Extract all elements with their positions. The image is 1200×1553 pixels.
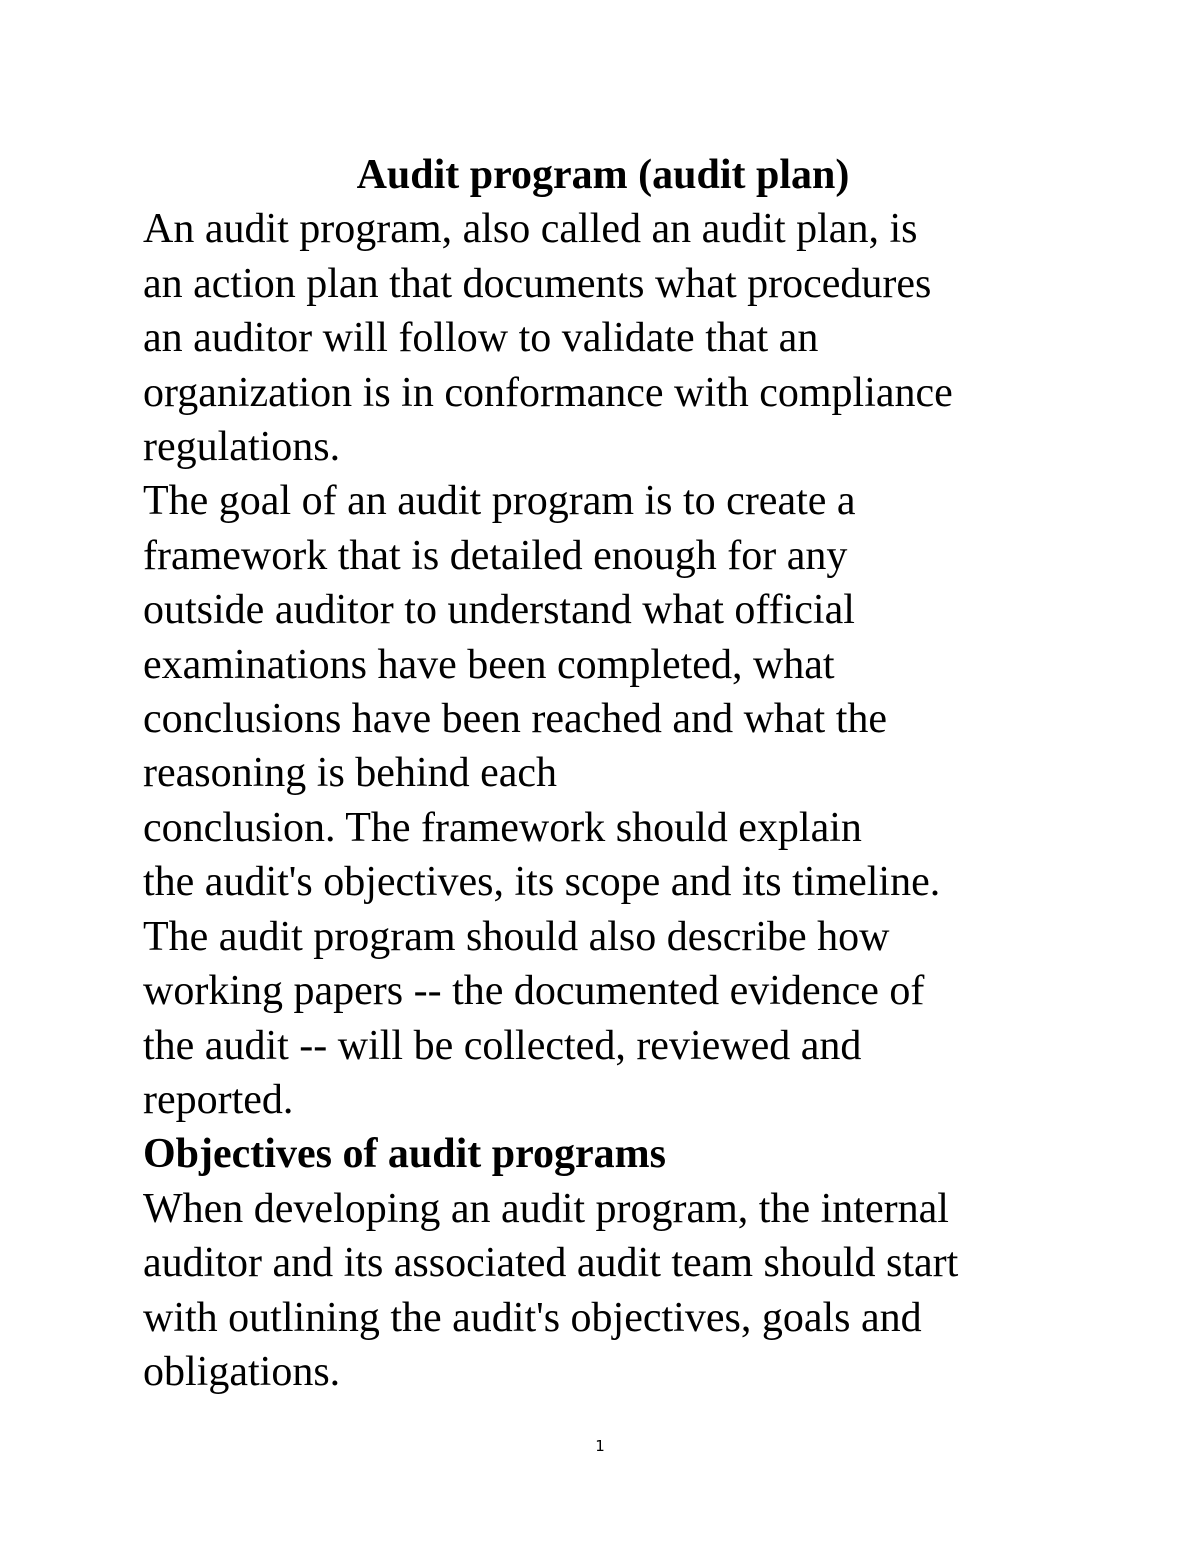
text-line: an action plan that documents what procedures	[143, 260, 932, 307]
text-line: examinations have been completed, what	[143, 641, 835, 688]
goal-paragraph	[143, 474, 1093, 1127]
text-line: obligations.	[143, 1348, 341, 1395]
document-body	[143, 148, 1093, 1399]
objectives-paragraph	[143, 1182, 1093, 1400]
text-line: reported.	[143, 1076, 294, 1123]
section-heading: Objectives of audit programs	[143, 1131, 667, 1178]
text-line: regulations.	[143, 424, 341, 471]
text-line: conclusions have been reached and what the	[143, 696, 888, 743]
text-line: auditor and its associated audit team should start	[143, 1240, 959, 1287]
text-line: conclusion. The framework should explain	[143, 804, 862, 851]
text-line: outside auditor to understand what official	[143, 587, 855, 634]
text-line: reasoning is behind each	[143, 750, 558, 797]
text-line: The goal of an audit program is to create a	[143, 478, 856, 525]
text-line: with outlining the audit's objectives, goals and	[143, 1294, 922, 1341]
text-line: An audit program, also called an audit plan, is	[143, 206, 918, 253]
text-line: the audit's objectives, its scope and its timeline.	[143, 859, 941, 906]
text-line: working papers -- the documented evidence of	[143, 968, 925, 1015]
text-line: framework that is detailed enough for any	[143, 532, 848, 579]
text-line: an auditor will follow to validate that an	[143, 315, 819, 362]
text-line: organization is in conformance with compliance	[143, 369, 953, 416]
text-line: The audit program should also describe how	[143, 913, 890, 960]
text-line: When developing an audit program, the internal	[143, 1185, 949, 1232]
page-title: Audit program (audit plan)	[356, 152, 850, 198]
text-line: the audit -- will be collected, reviewed and	[143, 1022, 862, 1069]
intro-paragraph	[143, 202, 1093, 474]
page-number: 1	[595, 1437, 605, 1455]
